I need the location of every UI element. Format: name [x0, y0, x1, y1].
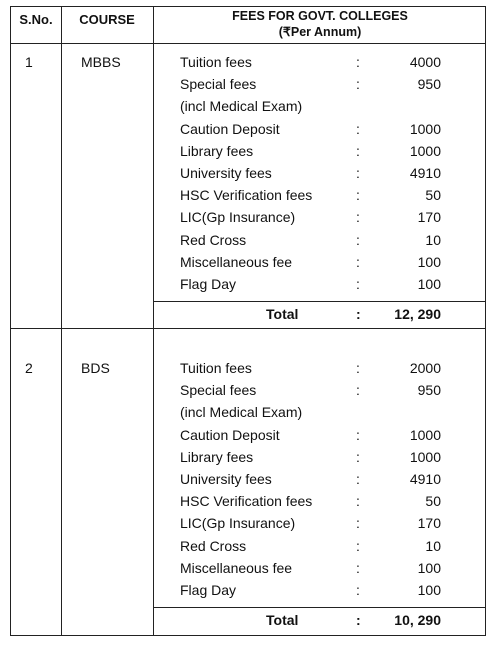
fee-item-amount: 170 — [417, 515, 441, 532]
row-2-total-divider — [153, 607, 485, 608]
fee-item-label: Red Cross — [180, 537, 247, 554]
fee-item-label: HSC Verification fees — [180, 493, 313, 510]
fee-item-label: Miscellaneous fee — [180, 253, 293, 270]
fee-item-label: Red Cross — [180, 231, 247, 248]
fee-item-amount: 4910 — [409, 165, 441, 181]
fee-item-colon: : — [356, 187, 360, 204]
fee-item-colon: : — [356, 382, 360, 399]
fee-item-amount: 50 — [425, 493, 441, 510]
fee-item-label: (incl Medical Exam) — [180, 98, 303, 115]
fee-item-amount: 100 — [417, 253, 441, 270]
row-1-sno: 1 — [25, 54, 33, 70]
row-1-total-divider — [153, 301, 485, 302]
fee-item-colon: : — [356, 253, 360, 270]
fee-item-colon: : — [356, 54, 360, 70]
fee-item-label: Library fees — [180, 448, 254, 465]
fee-item-label: Miscellaneous fee — [180, 559, 293, 576]
fee-item-label: Special fees — [180, 76, 257, 93]
header-course: COURSE — [79, 12, 135, 27]
fee-item-amount: 1000 — [409, 120, 441, 137]
column-divider-sno — [61, 7, 62, 635]
fee-item-amount: 1000 — [409, 142, 441, 159]
fee-item-colon: : — [356, 209, 360, 226]
fee-item-amount: 50 — [425, 187, 441, 204]
fee-item-colon: : — [356, 165, 360, 181]
fee-item-label: Flag Day — [180, 276, 237, 292]
fee-item-colon: : — [356, 559, 360, 576]
fee-item-label: Caution Deposit — [180, 120, 280, 137]
fee-item-amount: 100 — [417, 559, 441, 576]
fee-item-label: LIC(Gp Insurance) — [180, 515, 296, 532]
fee-item-label: Tuition fees — [180, 360, 252, 376]
fee-item-label: Library fees — [180, 142, 254, 159]
header-fees-title: FEES FOR GOVT. COLLEGES — [232, 9, 408, 23]
fee-item-amount: 950 — [417, 382, 441, 399]
fees-table — [10, 6, 486, 636]
header-sno: S.No. — [19, 12, 53, 27]
row-1-course: MBBS — [81, 54, 121, 70]
fee-item-colon: : — [356, 448, 360, 465]
fee-item-colon: : — [356, 231, 360, 248]
row-1-total-colon: : — [356, 306, 361, 322]
fee-item-label: Flag Day — [180, 582, 237, 598]
fee-item-colon: : — [356, 537, 360, 554]
fee-item-colon: : — [356, 493, 360, 510]
fee-item-label: University fees — [180, 471, 272, 487]
fee-item-amount: 1000 — [409, 426, 441, 443]
fee-item-label: Special fees — [180, 382, 257, 399]
row-1-total-amount: 12, 290 — [394, 306, 441, 322]
fee-item-colon: : — [356, 582, 360, 598]
row-2-total-colon: : — [356, 612, 361, 628]
fee-item-amount: 4000 — [409, 54, 441, 70]
fee-item-label: LIC(Gp Insurance) — [180, 209, 296, 226]
row-2-total-label: Total — [266, 612, 299, 628]
header-divider — [11, 43, 485, 44]
column-divider-course — [153, 7, 154, 635]
fee-item-label: Tuition fees — [180, 54, 252, 70]
fee-item-amount: 10 — [425, 537, 441, 554]
fee-item-amount: 100 — [417, 582, 441, 598]
fee-item-colon: : — [356, 515, 360, 532]
row-2-sno: 2 — [25, 360, 33, 376]
section-divider — [11, 328, 485, 329]
fee-item-colon: : — [356, 276, 360, 292]
header-fees-unit: (₹Per Annum) — [278, 25, 362, 39]
fee-item-amount: 10 — [425, 231, 441, 248]
fee-item-label: University fees — [180, 165, 272, 181]
fee-item-amount: 100 — [417, 276, 441, 292]
fee-item-colon: : — [356, 142, 360, 159]
fee-item-colon: : — [356, 120, 360, 137]
fee-item-label: (incl Medical Exam) — [180, 404, 303, 421]
row-2-total-amount: 10, 290 — [394, 612, 441, 628]
row-2-course: BDS — [81, 360, 110, 376]
fee-item-amount: 170 — [417, 209, 441, 226]
fee-item-amount: 4910 — [409, 471, 441, 487]
fee-item-colon: : — [356, 76, 360, 93]
fee-item-amount: 950 — [417, 76, 441, 93]
row-1-total-label: Total — [266, 306, 299, 322]
fee-item-label: HSC Verification fees — [180, 187, 313, 204]
fee-item-amount: 1000 — [409, 448, 441, 465]
fee-item-colon: : — [356, 426, 360, 443]
fee-item-colon: : — [356, 471, 360, 487]
fee-item-label: Caution Deposit — [180, 426, 280, 443]
fee-item-amount: 2000 — [409, 360, 441, 376]
fee-item-colon: : — [356, 360, 360, 376]
